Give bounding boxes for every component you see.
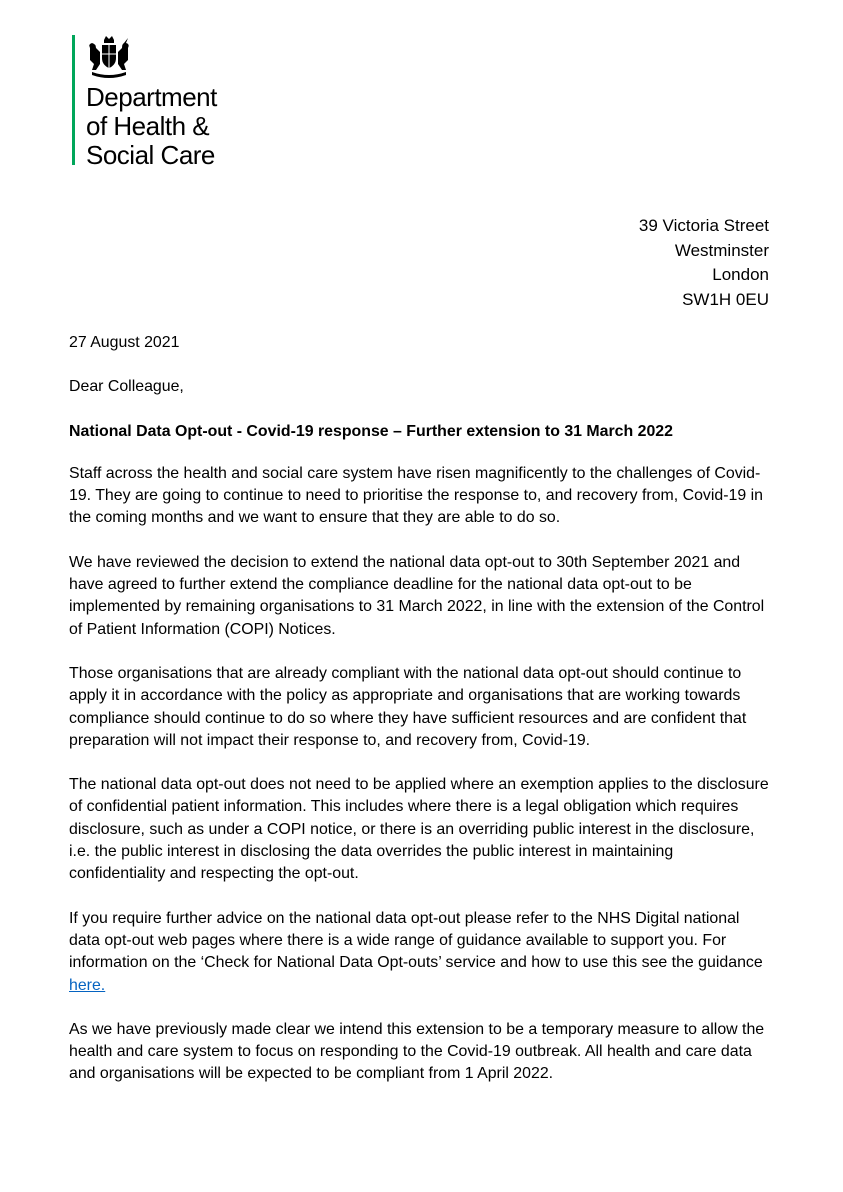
letter-body — [69, 332, 769, 1108]
address-line-4: SW1H 0EU — [682, 289, 769, 309]
org-name-line-2: of Health & — [86, 111, 210, 141]
guidance-link[interactable]: here. — [69, 976, 106, 994]
paragraph-1: Staff across the health and social care system have risen magnificently to the challenges of Covid-19. They are going to continue to need to prioritise the response to, and recovery from, Covid-19 in the coming months and we want to ensure that they are able to do so. — [69, 464, 763, 527]
salutation: Dear Colleague, — [69, 378, 184, 396]
paragraph-closing: As we have previously made clear we intend this extension to be a temporary measure to allow the health and care system to focus on responding to the Covid-19 outbreak. All health and care data and organisations will be expected to be compliant from 1 April 2022. — [69, 1020, 765, 1083]
address-line-2: Westminster — [674, 240, 769, 260]
royal-crest-icon — [84, 34, 134, 78]
org-name-line-3: Social Care — [86, 140, 215, 170]
logo-accent-bar — [72, 35, 75, 165]
sender-address — [639, 214, 769, 312]
letter-date: 27 August 2021 — [69, 334, 180, 351]
organisation-name — [86, 83, 217, 170]
address-line-3: London — [712, 265, 769, 284]
paragraph-4: The national data opt-out does not need to be applied where an exemption applies to the disclosure of confidential patient information. This includes where there is a legal obligation which requires disclosure, such as under a COPI notice, or there is an overriding public interest in the disclosure, i.e. the public interest in disclosing the data overrides the public interest in maintaining confidentiality and respecting the opt-out. — [69, 776, 769, 883]
guidance-text: If you require further advice on the national data opt-out please refer to the NHS Digital national data opt-out web pages where there is a wide range of guidance available to support you. For information on the ‘Check for National Data Opt-outs’ service and how to use this see the guidance — [69, 909, 763, 972]
paragraph-guidance — [69, 908, 769, 997]
paragraph-2: We have reviewed the decision to extend the national data opt-out to 30th September 2021 and have agreed to further extend the compliance deadline for the national data opt-out to be implemented by remaining organisations to 31 March 2022, in line with the extension of the Control of Patient Information (COPI) Notices. — [69, 553, 765, 638]
org-name-line-1: Department — [86, 82, 217, 112]
paragraph-3: Those organisations that are already compliant with the national data opt-out should continue to apply it in accordance with the policy as appropriate and organisations that are working towards compliance should continue to do so where they have sufficient resources and are confident that preparation will not impact their response to, and recovery from, Covid-19. — [69, 664, 747, 749]
address-line-1: 39 Victoria Street — [638, 216, 769, 235]
letter-subject: National Data Opt-out - Covid-19 response – Further extension to 31 March 2022 — [69, 422, 673, 440]
